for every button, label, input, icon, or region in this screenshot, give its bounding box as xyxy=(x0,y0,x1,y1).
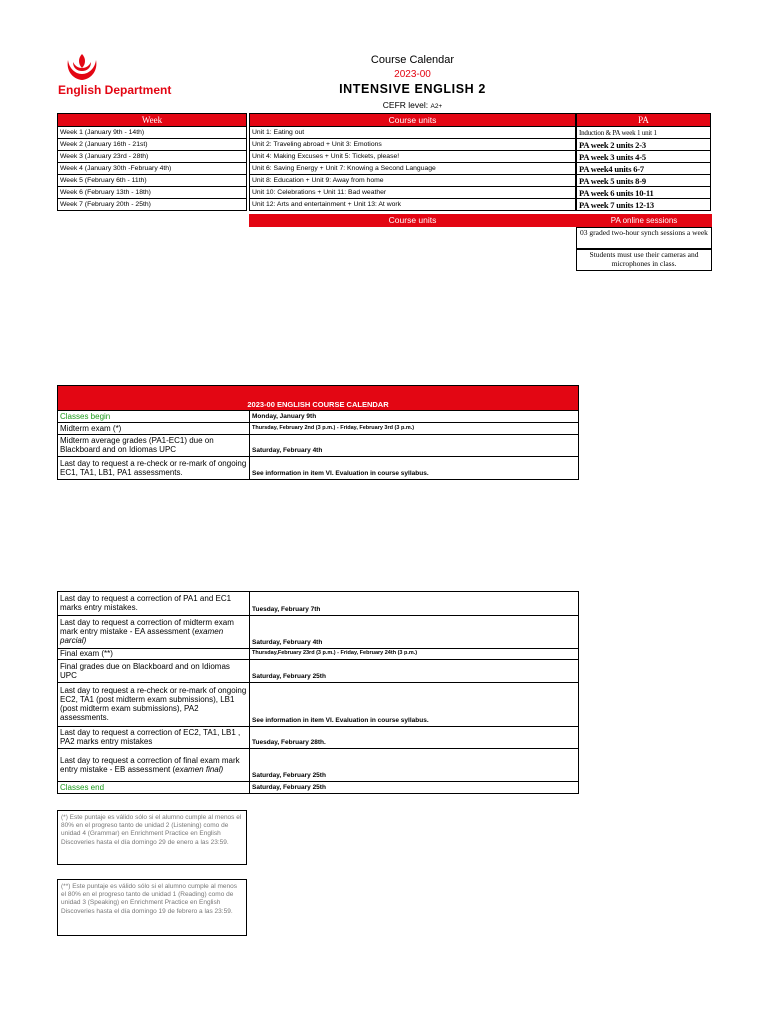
cefr-label: CEFR level: xyxy=(382,100,429,110)
page-title: Course Calendar xyxy=(370,54,455,66)
table-row xyxy=(58,682,578,726)
week-row: Week 4 (January 30th -February 4th) xyxy=(58,163,247,175)
row-value: See information in item VI. Evaluation in course syllabus. xyxy=(250,456,579,479)
week-row: Week 1 (January 9th - 14th) xyxy=(58,127,247,139)
course-name: INTENSIVE ENGLISH 2 xyxy=(339,82,486,96)
pa-row: PA week 2 units 2-3 xyxy=(577,139,711,151)
calendar-rows xyxy=(58,411,578,479)
units-table xyxy=(249,113,576,211)
table-row xyxy=(58,411,578,422)
row-label: Midterm average grades (PA1-EC1) due on Blackboard and on Idiomas UPC xyxy=(58,434,250,456)
row-label: Last day to request a correction of final exam mark entry mistake - EB assessment (examen final) xyxy=(58,748,250,781)
upc-logo xyxy=(62,52,102,86)
table-row xyxy=(58,434,578,456)
week-row: Week 6 (February 13th - 18th) xyxy=(58,187,247,199)
row-value: Saturday, February 4th xyxy=(250,434,579,456)
row-value: Saturday, February 25th xyxy=(250,781,579,793)
pa-row: PA week 5 units 8-9 xyxy=(577,175,711,187)
pa-camera-note: Students must use their cameras and microphones in class. xyxy=(576,249,712,271)
unit-row: Unit 1: Eating out xyxy=(250,127,576,139)
unit-row: Unit 2: Traveling abroad + Unit 3: Emotions xyxy=(250,139,576,151)
week-row: Week 7 (February 20th - 25th) xyxy=(58,199,247,211)
table-row xyxy=(58,648,578,659)
pa-sessions-note: 03 graded two-hour synch sessions a week xyxy=(576,227,712,249)
row-value: Tuesday, February 28th. xyxy=(250,726,579,748)
row-value: See information in item VI. Evaluation in course syllabus. xyxy=(250,682,579,726)
row-label: Final exam (**) xyxy=(58,648,250,659)
table-row xyxy=(58,659,578,682)
unit-row: Unit 6: Saving Energy + Unit 7: Knowing a Second Language xyxy=(250,163,576,175)
row-value: Thursday, February 2nd (3 p.m.) - Friday, February 3rd (3 p.m.) xyxy=(250,422,579,434)
midterm-footnote: (*) Este puntaje es válido sólo si el alumno cumple al menos el 80% en el progreso tanto de unidad 2 (Listening) como de unidad 4 (Grammar) en Enrichment Practice en English Discoveries hasta el día domingo 29 de enero a las 23:59. xyxy=(57,810,247,865)
row-value: Saturday, February 25th xyxy=(250,659,579,682)
week-row: Week 2 (January 16th - 21st) xyxy=(58,139,247,151)
row-label: Last day to request a correction of PA1 and EC1 marks entry mistakes. xyxy=(58,592,250,615)
term: 2023-00 xyxy=(394,69,431,80)
unit-row: Unit 12: Arts and entertainment + Unit 13: At work xyxy=(250,199,576,211)
table-row xyxy=(58,456,578,479)
table-row xyxy=(58,422,578,434)
cefr-value: A2+ xyxy=(430,103,443,110)
row-label: Last day to request a correction of midterm exam mark entry mistake - EA assessment (examen parcial) xyxy=(58,615,250,648)
pa-row: PA week 7 units 12-13 xyxy=(577,199,711,211)
row-label: Last day to request a re-check or re-mark of ongoing EC1, TA1, LB1, PA1 assessments. xyxy=(58,456,250,479)
table-row xyxy=(58,615,578,648)
unit-row: Unit 4: Making Excuses + Unit 5: Tickets, please! xyxy=(250,151,576,163)
table-row xyxy=(58,781,578,793)
row-label: Last day to request a re-check or re-mark of ongoing EC2, TA1 (post midterm exam submissions), LB1 (post midterm exam submissions), PA2 assessments. xyxy=(58,682,250,726)
pa-row: PA week 6 units 10-11 xyxy=(577,187,711,199)
row-label: Final grades due on Blackboard and on Idiomas UPC xyxy=(58,659,250,682)
corrections-calendar-table xyxy=(57,591,579,794)
week-header: Week xyxy=(58,114,247,127)
row-value: Monday, January 9th xyxy=(252,412,317,420)
pa-row: PA week 3 units 4-5 xyxy=(577,151,711,163)
row-label: Last day to request a correction of EC2, TA1, LB1 , PA2 marks entry mistakes xyxy=(58,726,250,748)
calendar-rows xyxy=(58,592,578,793)
calendar-title: 2023-00 ENGLISH COURSE CALENDAR xyxy=(58,386,578,411)
cefr-level xyxy=(250,100,575,110)
course-calendar-table xyxy=(57,385,579,480)
row-label: Classes end xyxy=(58,781,250,793)
row-value: Thursday,February 23rd (3 p.m.) - Friday, February 24th (3 p.m.) xyxy=(250,648,579,659)
final-footnote: (**) Este puntaje es válido sólo si el alumno cumple al menos el 80% en el progreso tanto de unidad 1 (Reading) como de unidad 3 (Speaking) en Enrichment Practice en English Discoveries hasta el día domingo 19 de febrero a las 23:59. xyxy=(57,879,247,936)
pa-row: PA week4 units 6-7 xyxy=(577,163,711,175)
department-name: English Department xyxy=(58,83,172,97)
units-header: Course units xyxy=(250,114,576,127)
week-row: Week 5 (February 6th - 11th) xyxy=(58,175,247,187)
unit-row: Unit 10: Celebrations + Unit 11: Bad weather xyxy=(250,187,576,199)
row-value: Saturday, February 25th xyxy=(250,748,579,781)
row-label: Classes begin xyxy=(58,411,250,422)
row-value: Tuesday, February 7th xyxy=(252,605,321,613)
pa-header: PA xyxy=(577,114,711,127)
unit-row: Unit 8: Education + Unit 9: Away from home xyxy=(250,175,576,187)
table-row xyxy=(58,748,578,781)
pa-table xyxy=(576,113,711,211)
pa-row: Induction & PA week 1 unit 1 xyxy=(577,127,711,139)
units-footer: Course units xyxy=(249,214,576,227)
row-label: Midterm exam (*) xyxy=(58,422,250,434)
row-value: Saturday, February 4th xyxy=(250,615,579,648)
weeks-table xyxy=(57,113,247,211)
pa-online-header: PA online sessions xyxy=(576,214,712,227)
table-row xyxy=(58,592,578,615)
table-row xyxy=(58,726,578,748)
week-row: Week 3 (January 23rd - 28th) xyxy=(58,151,247,163)
